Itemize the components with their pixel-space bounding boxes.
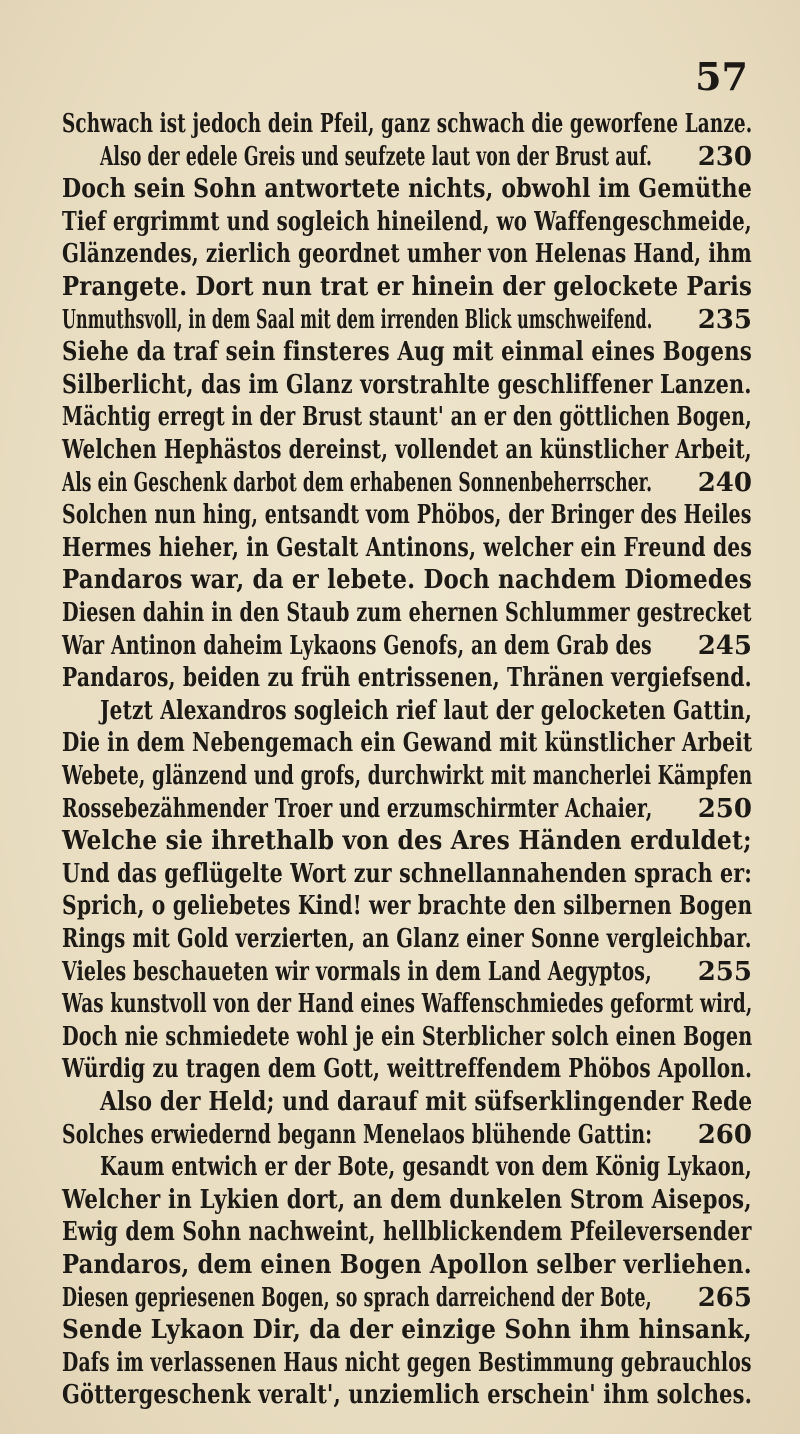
verse-text: Vieles beschaueten wir vormals in dem Land Aegyptos,: [62, 956, 652, 987]
verse-text: Was kunstvoll von der Hand eines Waffenschmiedes geformt wird,: [62, 989, 753, 1020]
verse-text: Also der Held; und darauf mit süfserklingender Rede: [100, 1087, 753, 1117]
verse-text: Schwach ist jedoch dein Pfeil, ganz schwach die geworfene Lanze.: [62, 109, 753, 139]
verse-text: Welche sie ihrethalb von des Ares Händen erduldet;: [62, 826, 752, 857]
verse-text: Diesen gepriesenen Bogen, so sprach darreichend der Bote,: [62, 1282, 652, 1313]
verse-text: Würdig zu tragen dem Gott, weittreffendem Phöbos Apollon.: [62, 1054, 753, 1085]
verse-text: Jetzt Alexandros sogleich rief laut der gelocketen Gattin,: [100, 695, 753, 726]
verse-text: Und das geflügelte Wort zur schnellannahenden sprach er:: [62, 858, 753, 889]
verse-text: Dafs im verlassenen Haus nicht gegen Bestimmung gebrauchlos: [62, 1347, 752, 1378]
verse-text: Die in dem Nebengemach ein Gewand mit künstlicher Arbeit: [62, 728, 753, 759]
verse-text: War Antinon daheim Lykaons Genofs, an dem Grab des: [62, 630, 652, 661]
verse-text: Als ein Geschenk darbot dem erhabenen Sonnenbeherrscher.: [62, 467, 653, 498]
verse-text: Prangete. Dort nun trat er hinein der gelockete Paris: [62, 272, 753, 302]
line-number: 250: [697, 793, 752, 824]
verse-text: Doch nie schmiedete wohl je ein Sterblicher solch einen Bogen: [62, 1021, 753, 1052]
line-number: 240: [697, 467, 752, 498]
verse-text: Welcher in Lykien dort, an dem dunkelen Strom Aisepos,: [62, 1184, 752, 1215]
line-number: 245: [697, 630, 752, 661]
verse-text: Sprich, o geliebetes Kind! wer brachte den silbernen Bogen: [62, 891, 753, 922]
line-number: 265: [697, 1282, 752, 1313]
verse-text: Rings mit Gold verzierten, an Glanz einer Sonne vergleichbar.: [62, 924, 752, 954]
line-number: 235: [697, 304, 752, 335]
verse-line: [0, 1375, 800, 1415]
verse-text: Webete, glänzend und grofs, durchwirkt mit mancherlei Kämpfen: [62, 761, 753, 791]
verse-text: Rossebezähmender Troer und erzumschirmter Achaier,: [62, 793, 653, 824]
verse-text: Glänzendes, zierlich geordnet umher von Helenas Hand, ihm: [62, 239, 752, 270]
line-number: 255: [697, 956, 752, 987]
verse-text: Mächtig erregt in der Brust staunt' an er den göttlichen Bogen,: [62, 402, 752, 433]
verse-text: Siehe da traf sein finsteres Aug mit einmal eines Bogens: [62, 337, 752, 368]
verse-text: Unmuthsvoll, in dem Saal mit dem irrenden Blick umschweifend.: [62, 304, 653, 335]
verse-text: Pandaros war, da er lebete. Doch nachdem Diomedes: [62, 565, 752, 596]
verse-text: Hermes hieher, in Gestalt Antinons, welcher ein Freund des: [62, 532, 752, 563]
verse-text: Silberlicht, das im Glanz vorstrahlte geschliffener Lanzen.: [62, 369, 752, 400]
verse-text: Welchen Hephästos dereinst, vollendet an künstlicher Arbeit,: [62, 435, 752, 465]
verse-text: Ewig dem Sohn nachweint, hellblickendem Pfeileversender: [62, 1217, 752, 1248]
verse-text: Sende Lykaon Dir, da der einzige Sohn ihm hinsank,: [62, 1315, 752, 1346]
verse-text: Doch sein Sohn antwortete nichts, obwohl im Gemüthe: [62, 174, 752, 205]
verse-text: Pandaros, dem einen Bogen Apollon selber verliehen.: [62, 1250, 752, 1280]
verse-text: Also der edele Greis und seufzete laut von der Brust auf.: [100, 141, 653, 172]
verse-text: Diesen dahin in den Staub zum ehernen Schlummer gestrecket: [62, 598, 752, 628]
verse-text: Solchen nun hing, entsandt vom Phöbos, der Bringer des Heiles: [62, 500, 752, 531]
verse-text: Kaum entwich er der Bote, gesandt von dem König Lykaon,: [100, 1152, 752, 1183]
verse-text: Solches erwiedernd begann Menelaos blühende Gattin:: [62, 1119, 653, 1150]
page-number: 57: [695, 54, 748, 99]
line-number: 260: [697, 1119, 752, 1150]
verse-text: Göttergeschenk veralt', unziemlich erschein' ihm solches.: [62, 1380, 753, 1411]
verse-text: Tief ergrimmt und sogleich hineilend, wo Waffengeschmeide,: [62, 206, 752, 237]
verse-text: Pandaros, beiden zu früh entrissenen, Thränen vergiefsend.: [62, 663, 752, 694]
line-number: 230: [697, 141, 752, 172]
